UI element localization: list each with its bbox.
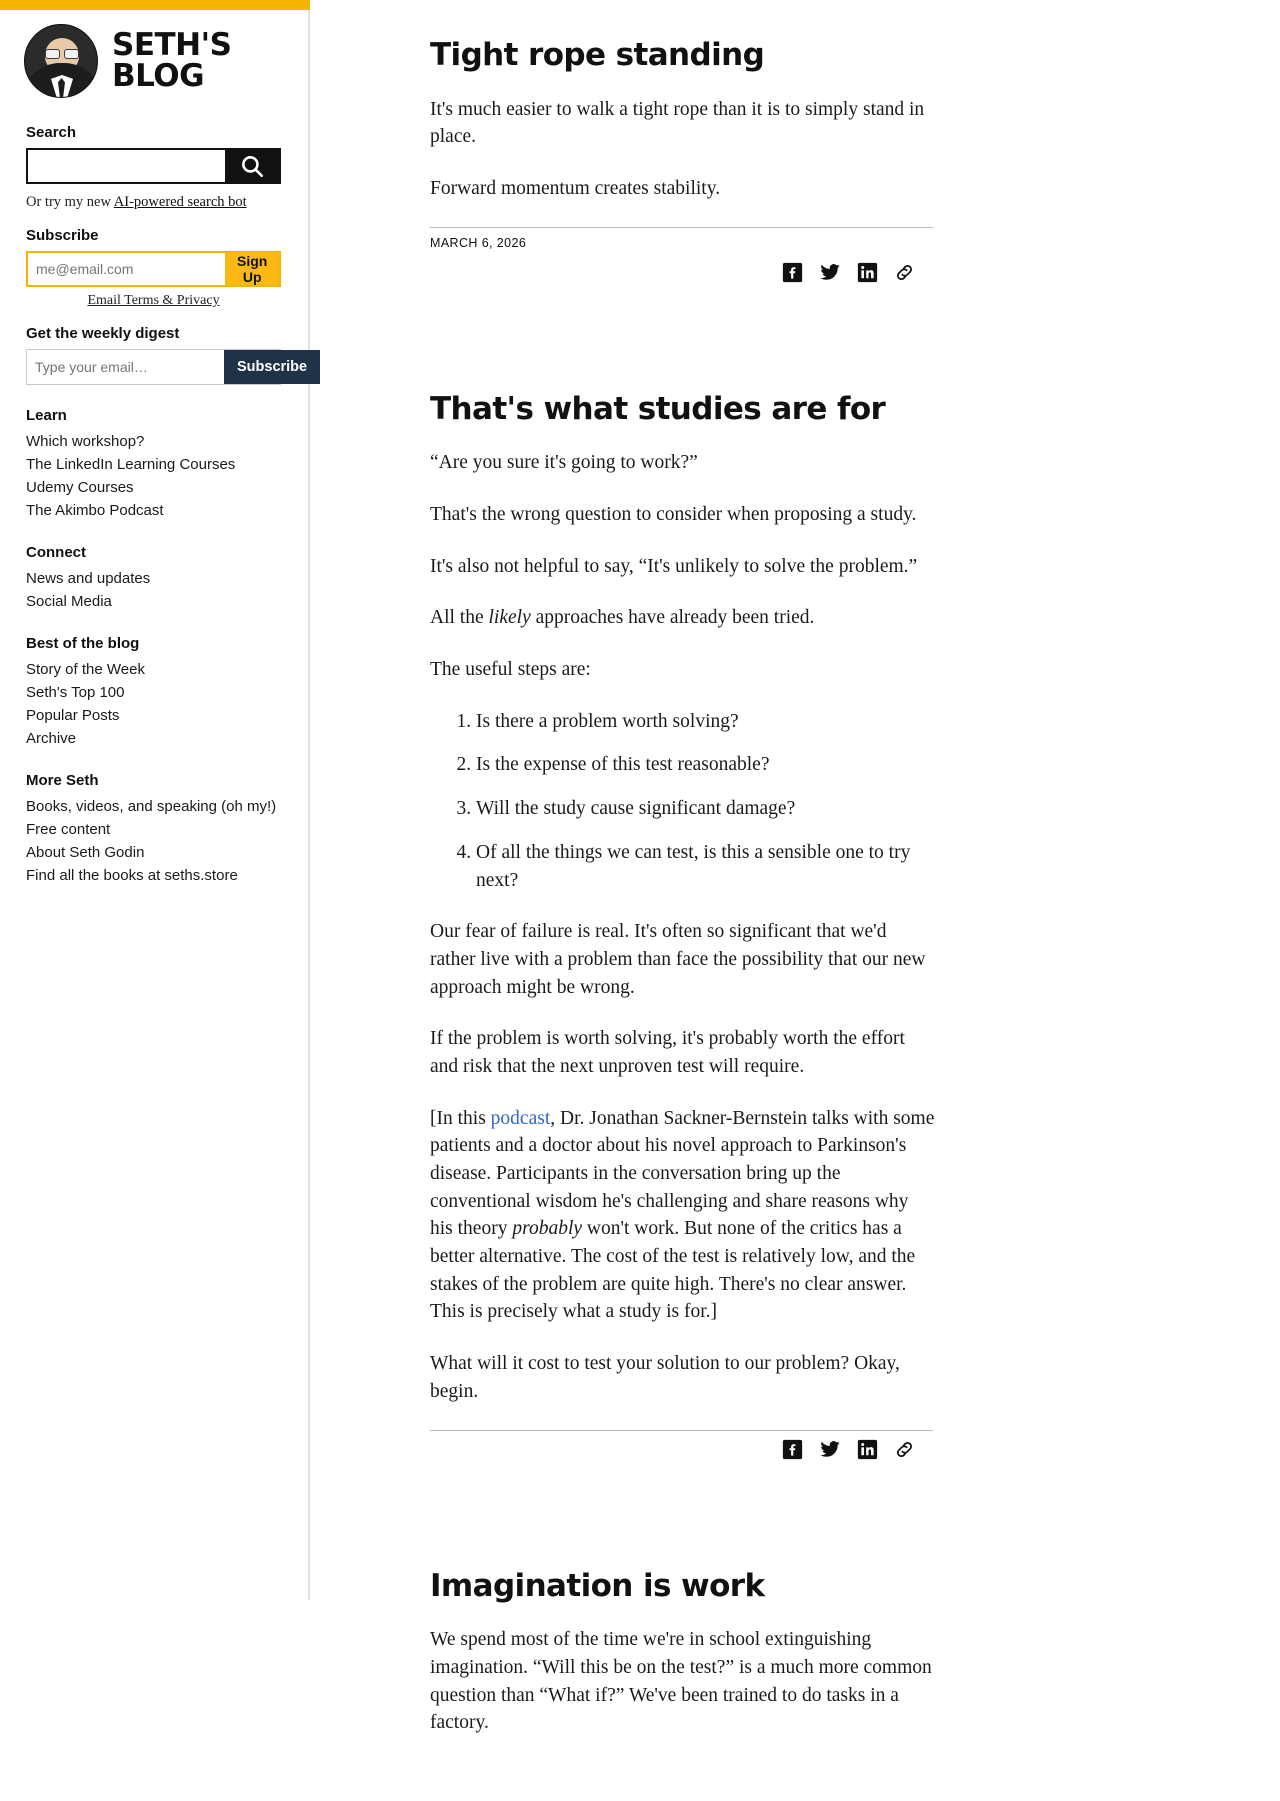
text-fragment: approaches have already been tried. — [530, 607, 815, 629]
post-paragraph: The useful steps are: — [430, 659, 591, 681]
search-heading: Search — [26, 124, 77, 141]
share-row — [430, 262, 933, 288]
sidebar-item-story-of-the-week[interactable]: Story of the Week — [26, 661, 145, 678]
sidebar-item-free-content[interactable]: Free content — [26, 821, 111, 838]
post-title[interactable]: Imagination is work — [430, 1567, 765, 1604]
site-title: SETH'S BLOG — [112, 27, 232, 94]
link-icon[interactable] — [894, 1439, 915, 1465]
text-fragment: , Dr. Jonathan Sackner-Bernstein talks with some patients and a doctor about his novel approach to Parkinson's disease. Participants in the conversation bring up the conventional wisdom he's challenging and share reasons why his theory — [430, 1107, 935, 1240]
twitter-icon[interactable] — [819, 262, 841, 288]
digest-box — [26, 349, 308, 385]
sidebar-item-seths-store[interactable]: Find all the books at seths.store — [26, 867, 238, 884]
post-paragraph: “Are you sure it's going to work?” — [430, 452, 698, 474]
sidebar-item-popular-posts[interactable]: Popular Posts — [26, 707, 120, 724]
facebook-icon[interactable] — [782, 262, 803, 288]
post-imagination-is-work — [430, 1569, 1220, 1737]
post-paragraph: It's much easier to walk a tight rope than it is to simply stand in place. — [430, 98, 925, 148]
text-fragment: [In this — [430, 1107, 491, 1129]
post-spacer — [430, 1499, 1220, 1555]
search-input[interactable] — [28, 150, 225, 182]
sidebar-item-which-workshop[interactable]: Which workshop? — [26, 433, 145, 450]
post-paragraph: Forward momentum creates stability. — [430, 178, 721, 200]
text-fragment: All the — [430, 607, 489, 629]
text-fragment: won't work. But none of the critics has a better alternative. The cost of the test is relatively low, and the stakes of the problem are quite high. There's no clear answer. This is precisely what a study is for.] — [430, 1218, 916, 1323]
sidebar-item-about-seth-godin[interactable]: About Seth Godin — [26, 844, 145, 861]
sidebar — [0, 0, 310, 1600]
post-paragraph: That's the wrong question to consider when proposing a study. — [430, 504, 917, 526]
post-paragraph — [430, 604, 935, 632]
email-terms — [26, 293, 281, 309]
nav-group-best-of-blog — [26, 635, 282, 750]
list-item: 3. Will the study cause significant damage? — [476, 795, 950, 823]
sidebar-item-archive[interactable]: Archive — [26, 730, 77, 747]
post-list — [310, 0, 1280, 1801]
facebook-icon[interactable] — [782, 1439, 803, 1465]
post-thats-what-studies-are-for — [430, 392, 1220, 1465]
sidebar-item-social-media[interactable]: Social Media — [26, 593, 112, 610]
nav-title-learn: Learn — [26, 407, 67, 424]
nav-title-connect: Connect — [26, 544, 86, 561]
nav-group-more-seth — [26, 772, 282, 887]
post-date: MARCH 6, 2026 — [430, 235, 527, 250]
post-spacer — [430, 322, 1220, 378]
emphasis-probably: probably — [512, 1218, 583, 1240]
try-prefix: Or try my new — [26, 194, 114, 210]
sidebar-item-udemy-courses[interactable]: Udemy Courses — [26, 479, 134, 496]
post-paragraph: We spend most of the time we're in school extinguishing imagination. “Will this be on the test?” is a much more common question than “What if?” We've been trained to do tasks in a factory. — [430, 1629, 932, 1734]
post-paragraph: It's also not helpful to say, “It's unlikely to solve the problem.” — [430, 555, 918, 577]
email-terms-link[interactable]: Email Terms & Privacy — [87, 293, 220, 308]
post-paragraph: If the problem is worth solving, it's probably worth the effort and risk that the next unproven test will require. — [430, 1028, 905, 1077]
avatar — [24, 24, 98, 98]
ai-search-link[interactable]: AI-powered search bot — [113, 194, 247, 210]
search-box — [26, 148, 281, 184]
twitter-icon[interactable] — [819, 1439, 841, 1465]
list-item: 1. Is there a problem worth solving? — [476, 708, 950, 736]
linkedin-icon[interactable] — [857, 1439, 878, 1465]
search-section — [0, 124, 308, 211]
sidebar-nav — [0, 407, 308, 887]
list-item: 2. Is the expense of this test reasonable? — [476, 751, 950, 779]
sidebar-item-linkedin-courses[interactable]: The LinkedIn Learning Courses — [26, 456, 236, 473]
emphasis-likely: likely — [488, 607, 531, 629]
post-paragraph: Our fear of failure is real. It's often so significant that we'd rather live with a problem than face the possibility that our new approach might be wrong. — [430, 921, 926, 998]
sidebar-item-akimbo-podcast[interactable]: The Akimbo Podcast — [26, 502, 164, 519]
ai-search-line — [26, 194, 282, 211]
list-item: 4. Of all the things we can test, is this a sensible one to try next? — [476, 839, 950, 894]
divider — [430, 1430, 933, 1431]
post-paragraph — [430, 1105, 935, 1327]
digest-subscribe-button[interactable]: Subscribe — [224, 350, 320, 384]
nav-group-connect — [26, 544, 282, 613]
share-row — [430, 1439, 933, 1465]
podcast-link[interactable]: podcast — [490, 1107, 551, 1129]
search-icon — [239, 153, 265, 179]
signup-button[interactable]: Sign Up — [225, 253, 279, 285]
post-title[interactable]: That's what studies are for — [430, 390, 886, 427]
divider — [430, 227, 933, 228]
post-title[interactable]: Tight rope standing — [430, 37, 765, 73]
steps-list — [430, 708, 950, 894]
sidebar-item-news-and-updates[interactable]: News and updates — [26, 570, 151, 587]
nav-title-best-of-blog: Best of the blog — [26, 635, 140, 652]
accent-bar — [0, 0, 310, 10]
post-paragraph: What will it cost to test your solution to our problem? Okay, begin. — [430, 1353, 900, 1402]
sidebar-item-seths-top-100[interactable]: Seth's Top 100 — [26, 684, 125, 701]
linkedin-icon[interactable] — [857, 262, 878, 288]
subscribe-heading: Subscribe — [26, 227, 99, 244]
post-tight-rope-standing — [430, 38, 1220, 288]
nav-group-learn — [26, 407, 282, 522]
sidebar-item-books-videos-speaking[interactable]: Books, videos, and speaking (oh my!) — [26, 798, 277, 815]
link-icon[interactable] — [894, 262, 915, 288]
subscribe-section — [0, 227, 308, 309]
digest-heading: Get the weekly digest — [26, 325, 180, 342]
site-brand[interactable] — [0, 10, 308, 108]
subscribe-box — [26, 251, 281, 287]
nav-title-more-seth: More Seth — [26, 772, 99, 789]
subscribe-email-field[interactable] — [28, 253, 225, 285]
digest-email-field[interactable] — [27, 350, 224, 384]
search-button[interactable] — [225, 150, 279, 182]
digest-section — [0, 325, 308, 385]
